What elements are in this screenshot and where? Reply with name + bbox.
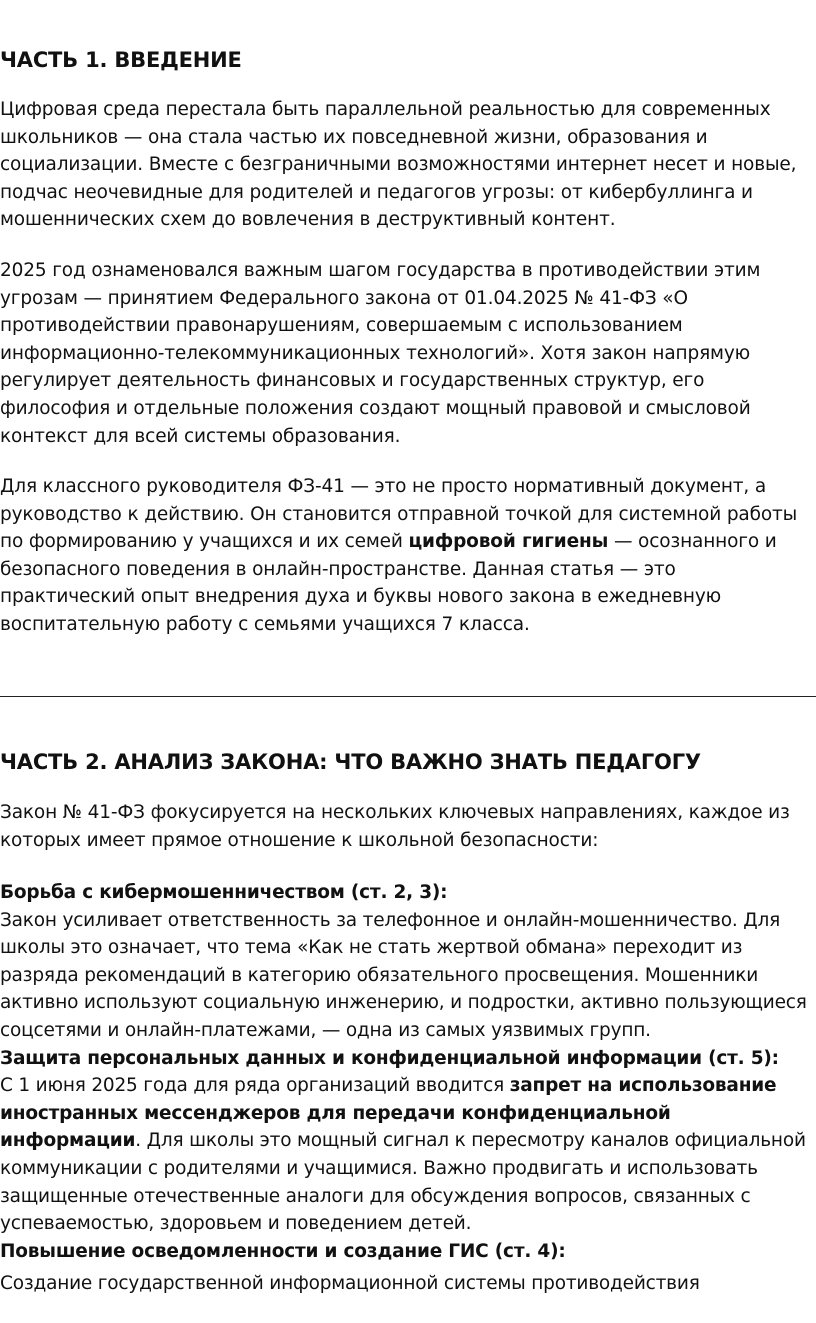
part1-heading: ЧАСТЬ 1. ВВЕДЕНИЕ <box>0 48 242 72</box>
part1-paragraph-2: 2025 год ознаменовался важным шагом государства в противодействии этим угрозам — принятием Федерального закона от 01.04.2025 № 41-ФЗ «О противодействии правонарушениям, совершаемым с использованием информационно-телекоммуникационных технологий». Хотя закон напрямую регулирует деятельность финансовых и государственных структур, его философия и отдельные положения создают мощный правовой и смысловой контекст для всей системы образования. <box>0 260 761 447</box>
direction-3-title-text: Повышение осведомленности и создание ГИС (ст. 4): <box>0 1240 566 1262</box>
direction-2-text-start: С 1 июня 2025 года для ряда организаций вводится <box>0 1075 510 1097</box>
direction-3-text: Создание государственной информационной системы противодействия <box>0 1273 700 1295</box>
digital-hygiene-term: цифровой гигиены <box>408 531 609 553</box>
part1-paragraph-3 <box>0 473 814 639</box>
direction-2-text <box>0 1072 816 1238</box>
direction-1-title-text: Борьба с кибермошенничеством (ст. 2, 3): <box>0 882 448 903</box>
direction-2-text-end: . Для школы это мощный сигнал к пересмотру каналов официальной коммуникации с родителями и учащимися. Важно продвигать и использовать защищенные отечественные аналоги для обсуждения вопросов, связанных с успеваемостью, здоровьем и поведением детей. <box>0 1130 806 1235</box>
direction-1-title <box>0 879 816 907</box>
part2-intro: Закон № 41-ФЗ фокусируется на нескольких ключевых направлениях, каждое из которых имеет прямое отношение к школьной безопасности: <box>0 802 790 851</box>
direction-1-text: Закон усиливает ответственность за телефонное и онлайн-мошенничество. Для школы это означает, что тема «Как не стать жертвой обмана» переходит из разряда рекомендаций в категорию обязательного просвещения. Мошенники активно используют социальную инженерию, и подростки, активно пользующиеся соцсетями и онлайн-платежами, — одна из самых уязвимых групп. <box>0 909 807 1041</box>
law-directions-list <box>0 879 816 1298</box>
direction-3-title <box>0 1238 816 1266</box>
section-divider <box>0 696 816 697</box>
messenger-ban-term: запрет на использование иностранных мессенджеров для передачи конфиденциальной информации <box>0 1075 777 1152</box>
part1-paragraph-3-end: — осознанного и безопасного поведения в онлайн-пространстве. Данная статья — это практический опыт внедрения духа и буквы нового закона в ежедневную воспитательную работу с семьями учащихся 7 класса. <box>0 531 777 635</box>
part1-paragraph-1: Цифровая среда перестала быть параллельной реальностью для современных школьников — она стала частью их повседневной жизни, образования и социализации. Вместе с безграничными возможностями интернет несет и новые, подчас неочевидные для родителей и педагогов угрозы: от кибербуллинга и мошеннических схем до вовлечения в деструктивный контент. <box>0 99 797 231</box>
direction-2-title <box>0 1045 816 1073</box>
part2-heading: ЧАСТЬ 2. АНАЛИЗ ЗАКОНА: ЧТО ВАЖНО ЗНАТЬ ПЕДАГОГУ <box>0 750 701 774</box>
direction-2-title-text: Защита персональных данных и конфиденциальной информации (ст. 5): <box>0 1047 779 1069</box>
part1-paragraph-3-start: Для классного руководителя ФЗ-41 — это не просто нормативный документ, а руководство к действию. Он становится отправной точкой для системной работы по формированию у учащихся и их семей <box>0 476 798 553</box>
